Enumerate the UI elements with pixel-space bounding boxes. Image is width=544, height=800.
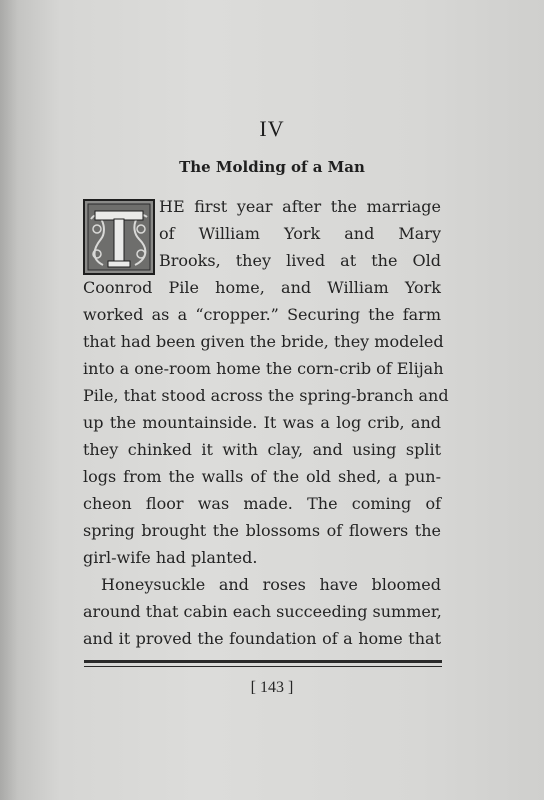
ornamental-initial-T-icon [83,199,155,275]
text-line: spring brought the blossoms of flowers the [83,521,441,540]
footer-rule-thick [84,660,442,663]
chapter-title: The Molding of a Man [179,158,365,176]
page-number: [ 143 ] [250,679,294,696]
text-line: girl-wife had planted. [83,548,258,567]
text-line: worked as a “cropper.” Securing the farm [83,305,441,324]
text-line: they chinked it with clay, and using split [83,440,441,459]
text-line: of William York and Mary [159,224,441,243]
text-line: Pile, that stood across the spring-branch and [83,386,449,405]
text-line: up the mountainside. It was a log crib, and [83,413,441,432]
footer-rule-thin [84,666,442,667]
text-line: and it proved the foundation of a home that [83,629,441,648]
body-text [83,193,449,652]
text-line: around that cabin each succeeding summer, [83,602,442,621]
text-line: Coonrod Pile home, and William York [83,278,441,297]
text-line: cheon floor was made. The coming of [83,494,441,513]
text-line: Honeysuckle and roses have bloomed [101,575,441,594]
text-line: Brooks, they lived at the Old [159,251,441,270]
text-line: HE first year after the marriage [159,197,441,216]
chapter-number: IV [259,116,285,141]
text-line: logs from the walls of the old shed, a pun- [83,467,441,486]
text-line: into a one-room home the corn-crib of Elijah [83,359,444,378]
text-line: that had been given the bride, they modeled [83,332,444,351]
